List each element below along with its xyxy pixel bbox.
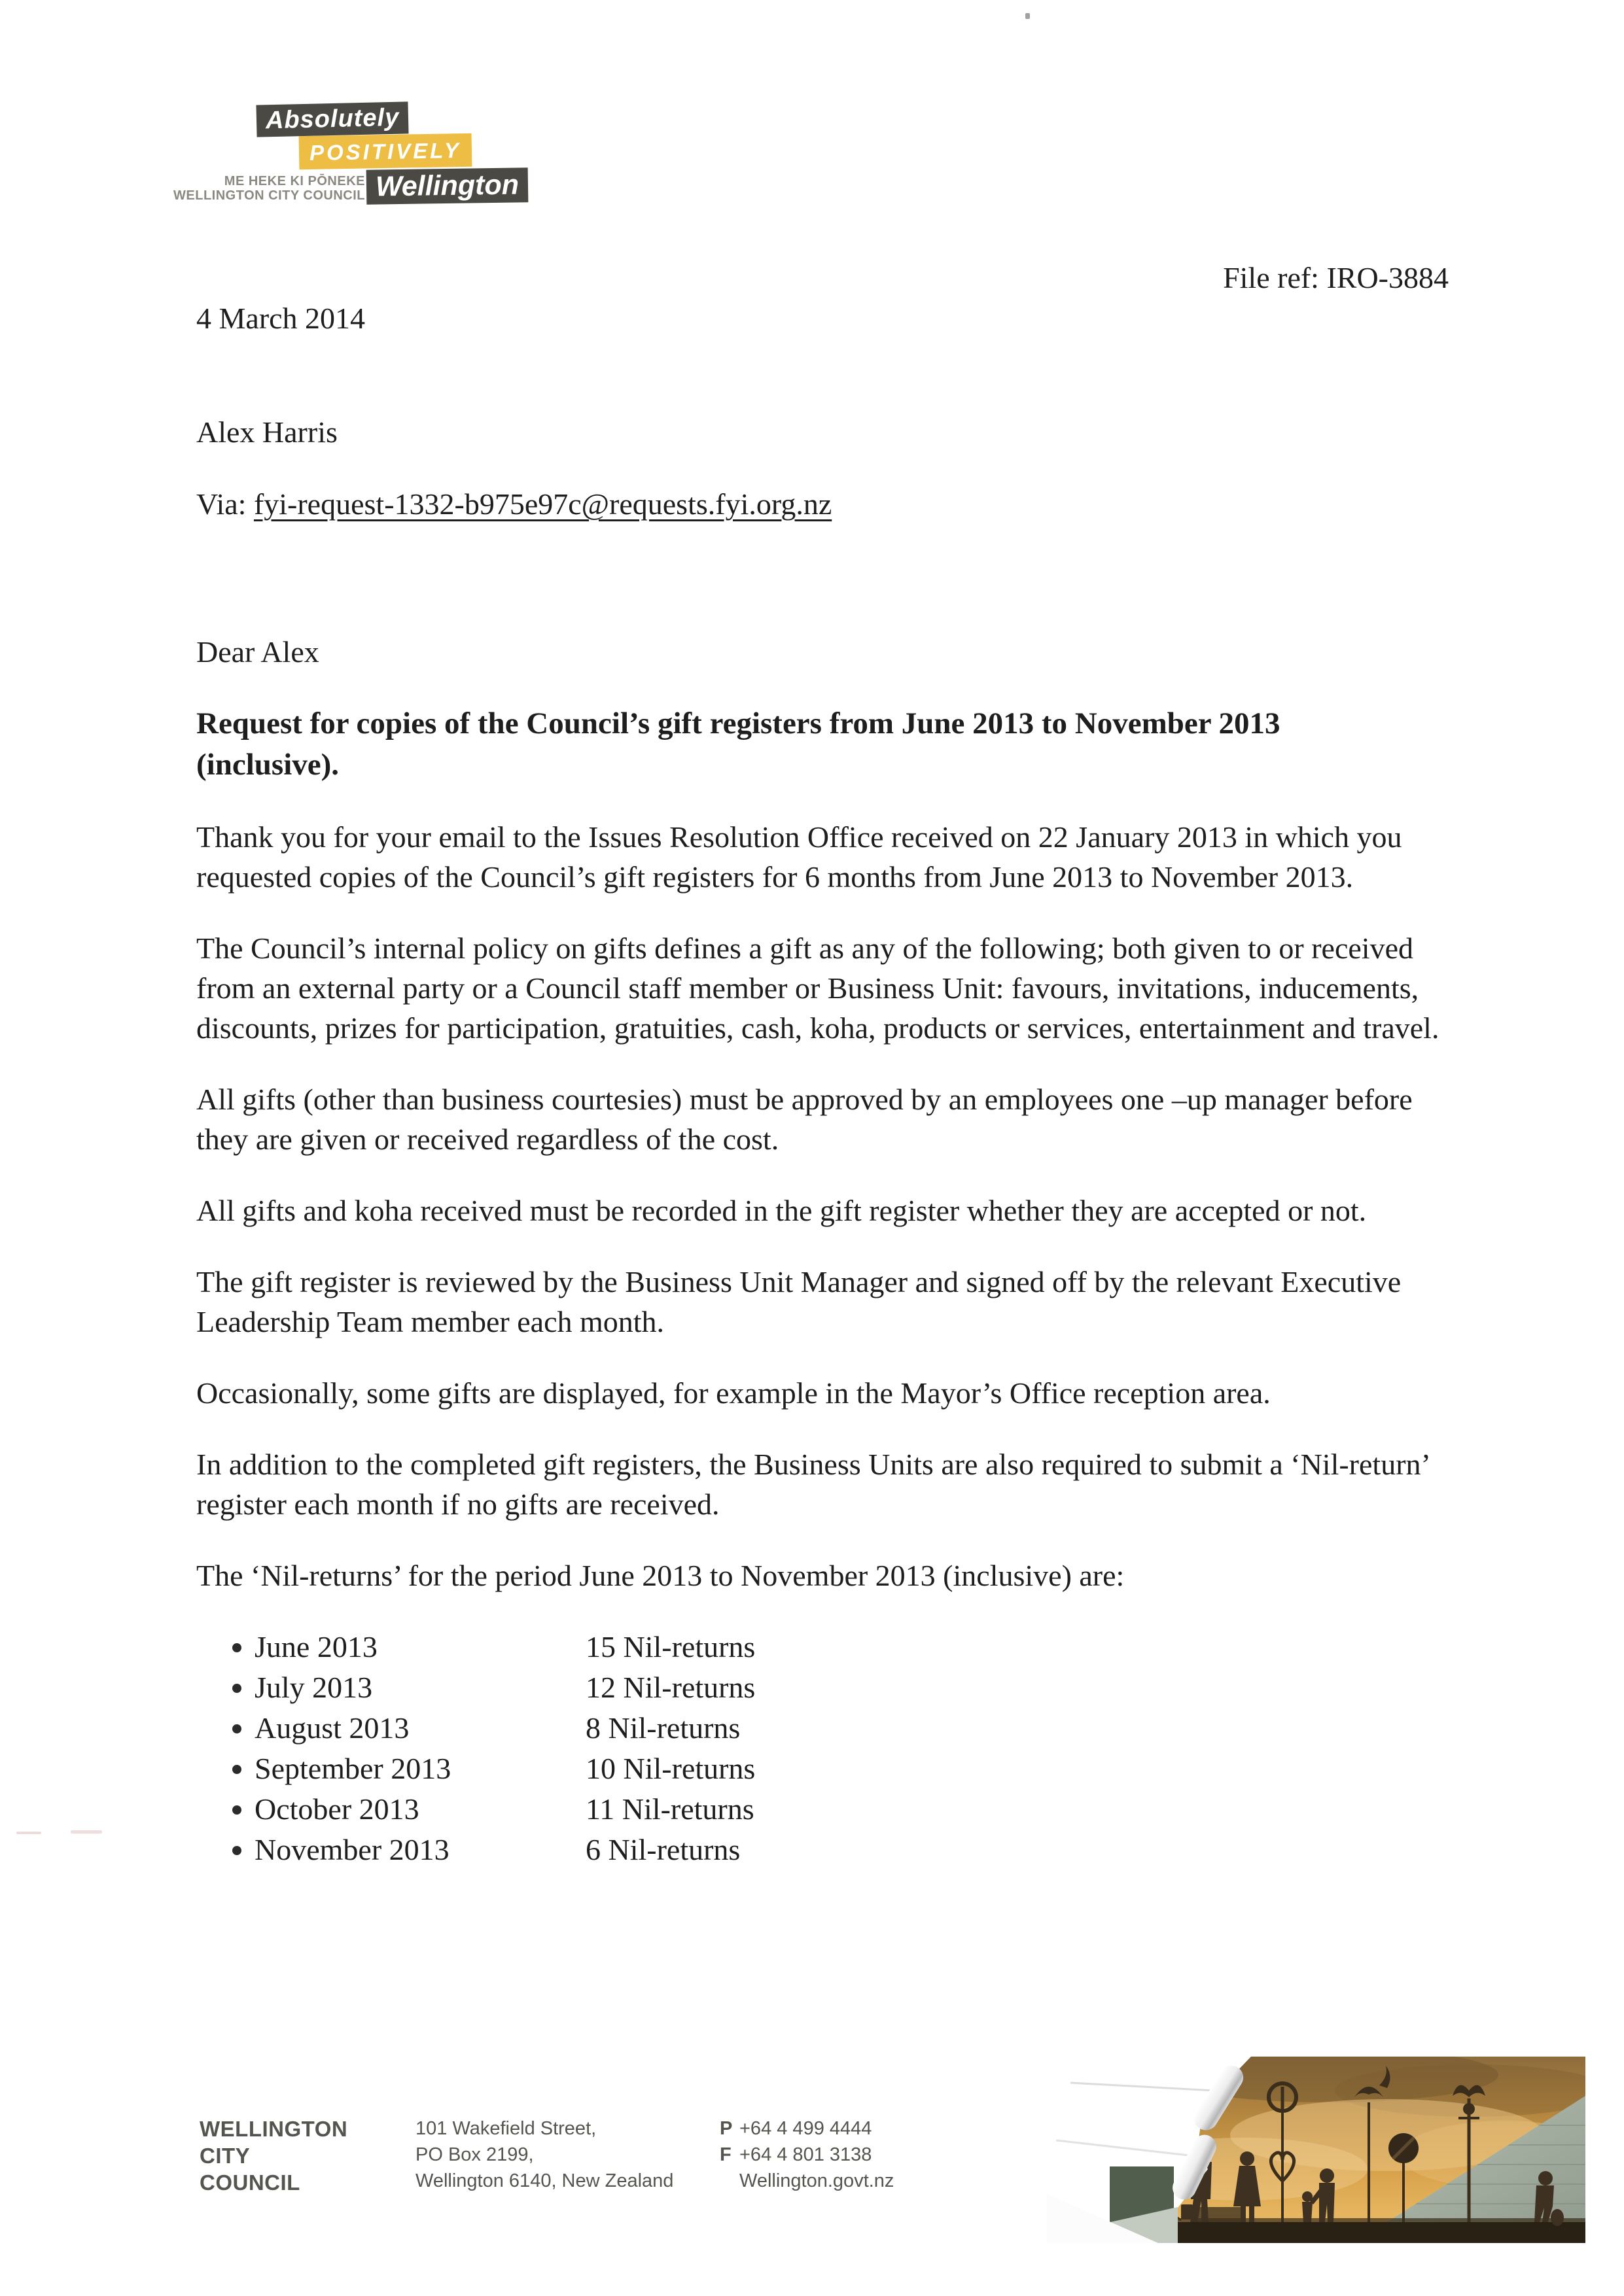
waterfront-sunset-image	[1047, 2057, 1585, 2243]
nil-returns-intro: The ‘Nil-returns’ for the period June 2013 to November 2013 (inclusive) are:	[196, 1559, 1125, 1592]
bullet-icon	[232, 1846, 241, 1855]
nil-month: September 2013	[255, 1752, 451, 1785]
file-reference: File ref: IRO-3884	[1223, 261, 1449, 294]
nil-month: August 2013	[255, 1711, 410, 1745]
via-line	[196, 487, 832, 521]
nil-count: 8 Nil-returns	[586, 1711, 741, 1745]
paragraph: All gifts (other than business courtesies) must be approved by an employees one –up manager before they are given or received regardless of the cost.	[196, 1083, 1413, 1156]
bullet-icon	[232, 1643, 241, 1652]
salutation: Dear Alex	[196, 635, 319, 669]
logo-absolutely-box: Absolutely	[256, 101, 408, 137]
list-item	[232, 1830, 1450, 1870]
nil-month: October 2013	[255, 1792, 419, 1826]
logo-tagline	[165, 174, 365, 203]
bullet-icon	[232, 1805, 241, 1815]
scan-artifact-top	[1025, 13, 1030, 19]
list-item	[232, 1748, 1450, 1789]
footer-org-name	[200, 2115, 415, 2196]
footer-website: Wellington.govt.nz	[739, 2170, 894, 2191]
paragraph: Occasionally, some gifts are displayed, for example in the Mayor’s Office reception area.	[196, 1376, 1271, 1410]
logo-wellington-box: Wellington	[366, 167, 529, 204]
footer-org-line: COUNCIL	[200, 2170, 300, 2195]
nil-count: 11 Nil-returns	[586, 1792, 754, 1826]
nil-count: 15 Nil-returns	[586, 1630, 756, 1663]
logo-tagline-english: WELLINGTON CITY COUNCIL	[173, 188, 365, 203]
footer-photo	[1047, 2057, 1585, 2243]
via-label: Via:	[196, 487, 247, 521]
recipient-name: Alex Harris	[196, 415, 338, 449]
paragraph: The Council’s internal policy on gifts defines a gift as any of the following; both given to or received from an external party or a Council staff member or Business Unit: favours, invitations, inducements, discounts, prizes for participation, gratuities, cash, koha, products or services, entertainment and travel.	[196, 931, 1439, 1045]
paragraph: The gift register is reviewed by the Business Unit Manager and signed off by the relevant Executive Leadership Team member each month.	[196, 1265, 1402, 1338]
letterhead-footer	[200, 2115, 894, 2196]
nil-returns-list	[196, 1627, 1450, 1870]
nil-month: July 2013	[255, 1671, 373, 1704]
letter-body	[196, 632, 1450, 1870]
bullet-icon	[232, 1684, 241, 1693]
footer-org-line: CITY	[200, 2144, 251, 2168]
scan-artifact-left	[71, 1830, 102, 1834]
nil-month: November 2013	[255, 1833, 450, 1866]
list-item	[232, 1667, 1450, 1708]
footer-fax: F +64 4 801 3138	[720, 2144, 872, 2165]
subject-heading: Request for copies of the Council’s gift registers from June 2013 to November 2013 (inclusive).	[196, 706, 1280, 782]
logo-positively-box: POSITIVELY	[299, 133, 472, 170]
footer-address-line: 101 Wakefield Street,	[415, 2118, 597, 2139]
paragraph: In addition to the completed gift registers, the Business Units are also required to submit a ‘Nil-return’ register each month if no gifts are received.	[196, 1448, 1429, 1521]
paragraph: All gifts and koha received must be recorded in the gift register whether they are accepted or not.	[196, 1194, 1367, 1227]
list-item	[232, 1708, 1450, 1748]
footer-org-line: WELLINGTON	[200, 2117, 348, 2141]
nil-count: 6 Nil-returns	[586, 1833, 741, 1866]
bullet-icon	[232, 1724, 241, 1733]
scan-artifact-left	[16, 1832, 41, 1834]
nil-month: June 2013	[255, 1630, 378, 1663]
list-item	[232, 1627, 1450, 1667]
email-link[interactable]: fyi-request-1332-b975e97c@requests.fyi.org.nz	[253, 487, 832, 521]
nil-count: 12 Nil-returns	[586, 1671, 756, 1704]
footer-address	[415, 2115, 720, 2196]
logo-tagline-maori: ME HEKE KI PŌNEKE	[224, 174, 365, 188]
bullet-icon	[232, 1765, 241, 1774]
footer-address-line: PO Box 2199,	[415, 2144, 534, 2165]
paragraph: Thank you for your email to the Issues Resolution Office received on 22 January 2013 in which you requested copies of the Council’s gift registers for 6 months from June 2013 to November 2013.	[196, 820, 1402, 894]
list-item	[232, 1789, 1450, 1830]
nil-count: 10 Nil-returns	[586, 1752, 756, 1785]
footer-contact	[720, 2115, 894, 2196]
footer-phone: P +64 4 499 4444	[720, 2118, 872, 2139]
footer-address-line: Wellington 6140, New Zealand	[415, 2170, 674, 2191]
letter-date: 4 March 2014	[196, 302, 366, 335]
